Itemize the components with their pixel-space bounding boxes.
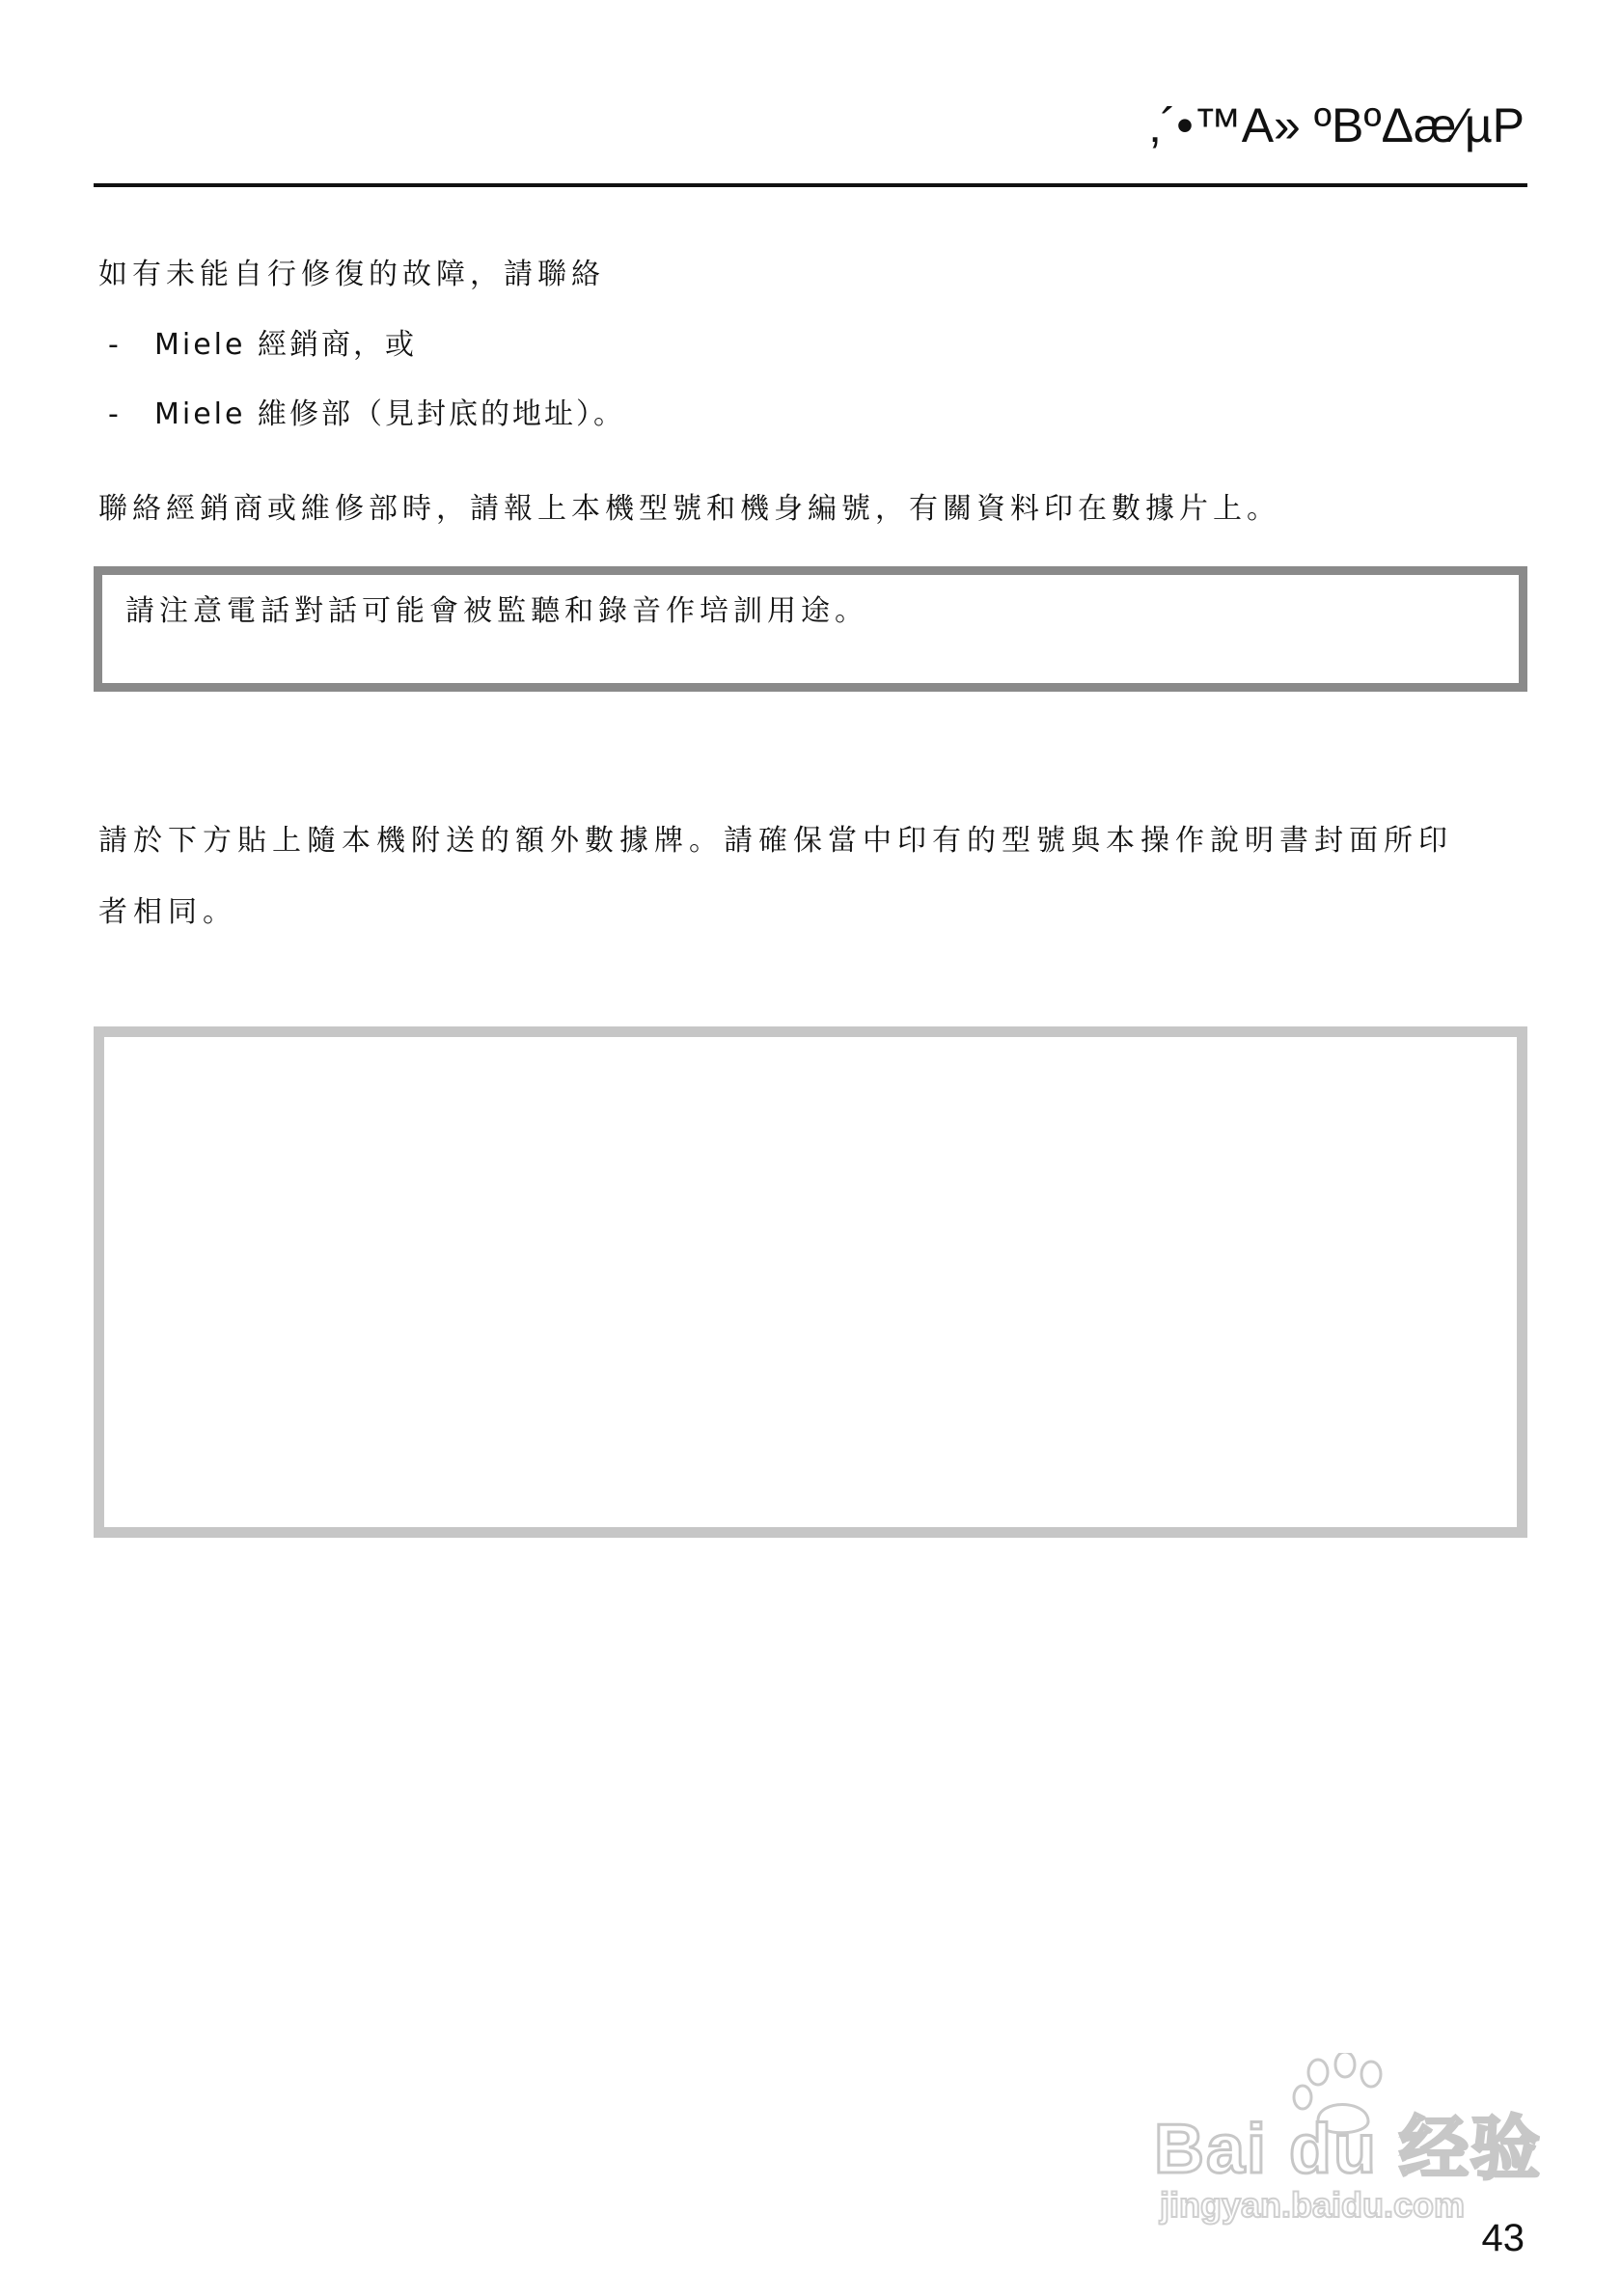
list-item-dealer: Miele 經銷商，或 (154, 328, 418, 362)
list-bullet: - (108, 397, 119, 431)
instruction-line-1: 請於下方貼上隨本機附送的額外數據牌。請確保當中印有的型號與本操作說明書封面所印 (98, 824, 1453, 858)
model-number-note: 聯絡經銷商或維修部時，請報上本機型號和機身編號，有關資料印在數據片上。 (98, 492, 1280, 526)
data-plate-placeholder (94, 1026, 1527, 1538)
call-recording-notice: 請注意電話對話可能會被監聽和錄音作培訓用途。 (125, 594, 868, 628)
header-divider (94, 183, 1527, 187)
watermark-brand: Bai du 经验 (1154, 2111, 1543, 2188)
page-number: 43 (1481, 2217, 1525, 2259)
page-header-title: ‚´•™A» ºBºΔæ⁄µP (1149, 98, 1525, 152)
call-recording-notice-box (94, 566, 1527, 692)
watermark-url: jingyan.baidu.com (1160, 2185, 1466, 2225)
list-bullet: - (108, 328, 119, 362)
baidu-watermark (1154, 2053, 1543, 2227)
data-plate-instruction (98, 806, 1526, 948)
list-item-service: Miele 維修部（見封底的地址）。 (154, 397, 626, 431)
instruction-line-2: 者相同。 (98, 895, 237, 929)
contact-intro: 如有未能自行修復的故障，請聯絡 (98, 258, 605, 291)
